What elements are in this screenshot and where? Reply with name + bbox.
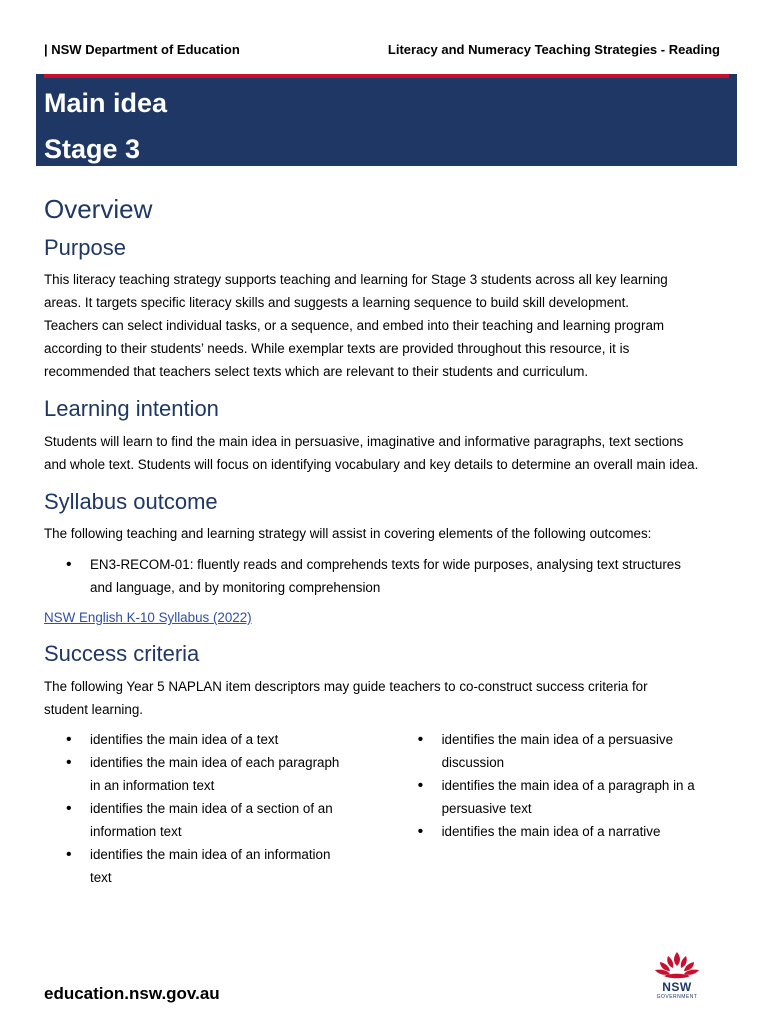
waratah-icon <box>650 950 704 980</box>
criteria-line: discussion <box>441 755 505 770</box>
purpose-paragraph <box>44 268 728 383</box>
syllabus-outcome-list <box>44 553 728 599</box>
criteria-line: identifies the main idea of each paragraph <box>90 755 340 770</box>
criteria-line: identifies the main idea of a narrative <box>441 824 661 839</box>
criteria-line: identifies the main idea of an information <box>90 847 331 862</box>
list-item <box>396 728 728 774</box>
overview-heading: Overview <box>44 194 153 224</box>
header-document-title: Literacy and Numeracy Teaching Strategies - Reading <box>387 42 720 57</box>
criteria-line: text <box>90 870 112 885</box>
criteria-line: information text <box>90 824 182 839</box>
purpose-line: Teachers can select individual tasks, or a sequence, and embed into their teaching and learning program <box>44 318 665 333</box>
learning-intention-line: Students will learn to find the main idea in persuasive, imaginative and informative paragraphs, text sections <box>44 434 684 449</box>
header-department: | NSW Department of Education <box>44 42 240 57</box>
document-title: Main idea <box>44 88 168 118</box>
list-item <box>396 820 728 843</box>
footer-url[interactable]: education.nsw.gov.au <box>44 984 220 1003</box>
syllabus-intro: The following teaching and learning strategy will assist in covering elements of the following outcomes: <box>44 526 652 541</box>
title-accent-line <box>44 74 729 78</box>
list-item <box>44 797 373 843</box>
syllabus-link[interactable]: NSW English K-10 Syllabus (2022) <box>44 610 252 625</box>
syllabus-outcome-heading: Syllabus outcome <box>44 489 218 514</box>
outcome-line: EN3-RECOM-01: fluently reads and comprehends texts for wide purposes, analysing text structures <box>90 557 681 572</box>
learning-intention-paragraph <box>44 430 728 476</box>
page-header <box>44 40 720 60</box>
list-item <box>44 843 373 889</box>
success-criteria-columns <box>44 728 728 889</box>
purpose-heading: Purpose <box>44 235 126 260</box>
main-content <box>44 192 728 889</box>
criteria-line: identifies the main idea of a persuasive <box>441 732 674 747</box>
success-intro-line: The following Year 5 NAPLAN item descriptors may guide teachers to co-construct success criteria for <box>44 679 648 694</box>
nsw-government-logo <box>650 950 704 1006</box>
criteria-line: in an information text <box>90 778 215 793</box>
success-intro-line: student learning. <box>44 702 144 717</box>
success-criteria-list-right <box>396 728 728 889</box>
list-item <box>44 553 728 599</box>
outcome-line: and language, and by monitoring comprehension <box>90 580 381 595</box>
success-criteria-list-left <box>44 728 373 889</box>
document-stage: Stage 3 <box>44 134 141 164</box>
list-item <box>44 728 373 751</box>
purpose-line: areas. It targets specific literacy skills and suggests a learning sequence to build skill development. <box>44 295 630 310</box>
title-banner <box>36 74 737 166</box>
success-criteria-heading: Success criteria <box>44 641 200 666</box>
list-item <box>44 751 373 797</box>
logo-text: NSW <box>662 980 692 994</box>
criteria-line: persuasive text <box>441 801 532 816</box>
purpose-line: recommended that teachers select texts which are relevant to their students and curriculum. <box>44 364 589 379</box>
purpose-line: according to their students’ needs. While exemplar texts are provided throughout this resource, it is <box>44 341 630 356</box>
success-criteria-intro <box>44 675 728 721</box>
criteria-line: identifies the main idea of a text <box>90 732 279 747</box>
learning-intention-heading: Learning intention <box>44 396 219 421</box>
purpose-line: This literacy teaching strategy supports teaching and learning for Stage 3 students across all key learning <box>44 272 668 287</box>
criteria-line: identifies the main idea of a paragraph in a <box>441 778 695 793</box>
learning-intention-line: and whole text. Students will focus on identifying vocabulary and key details to determine an overall main idea. <box>44 457 699 472</box>
logo-subtext: GOVERNMENT <box>656 994 698 1000</box>
criteria-line: identifies the main idea of a section of an <box>90 801 333 816</box>
list-item <box>396 774 728 820</box>
